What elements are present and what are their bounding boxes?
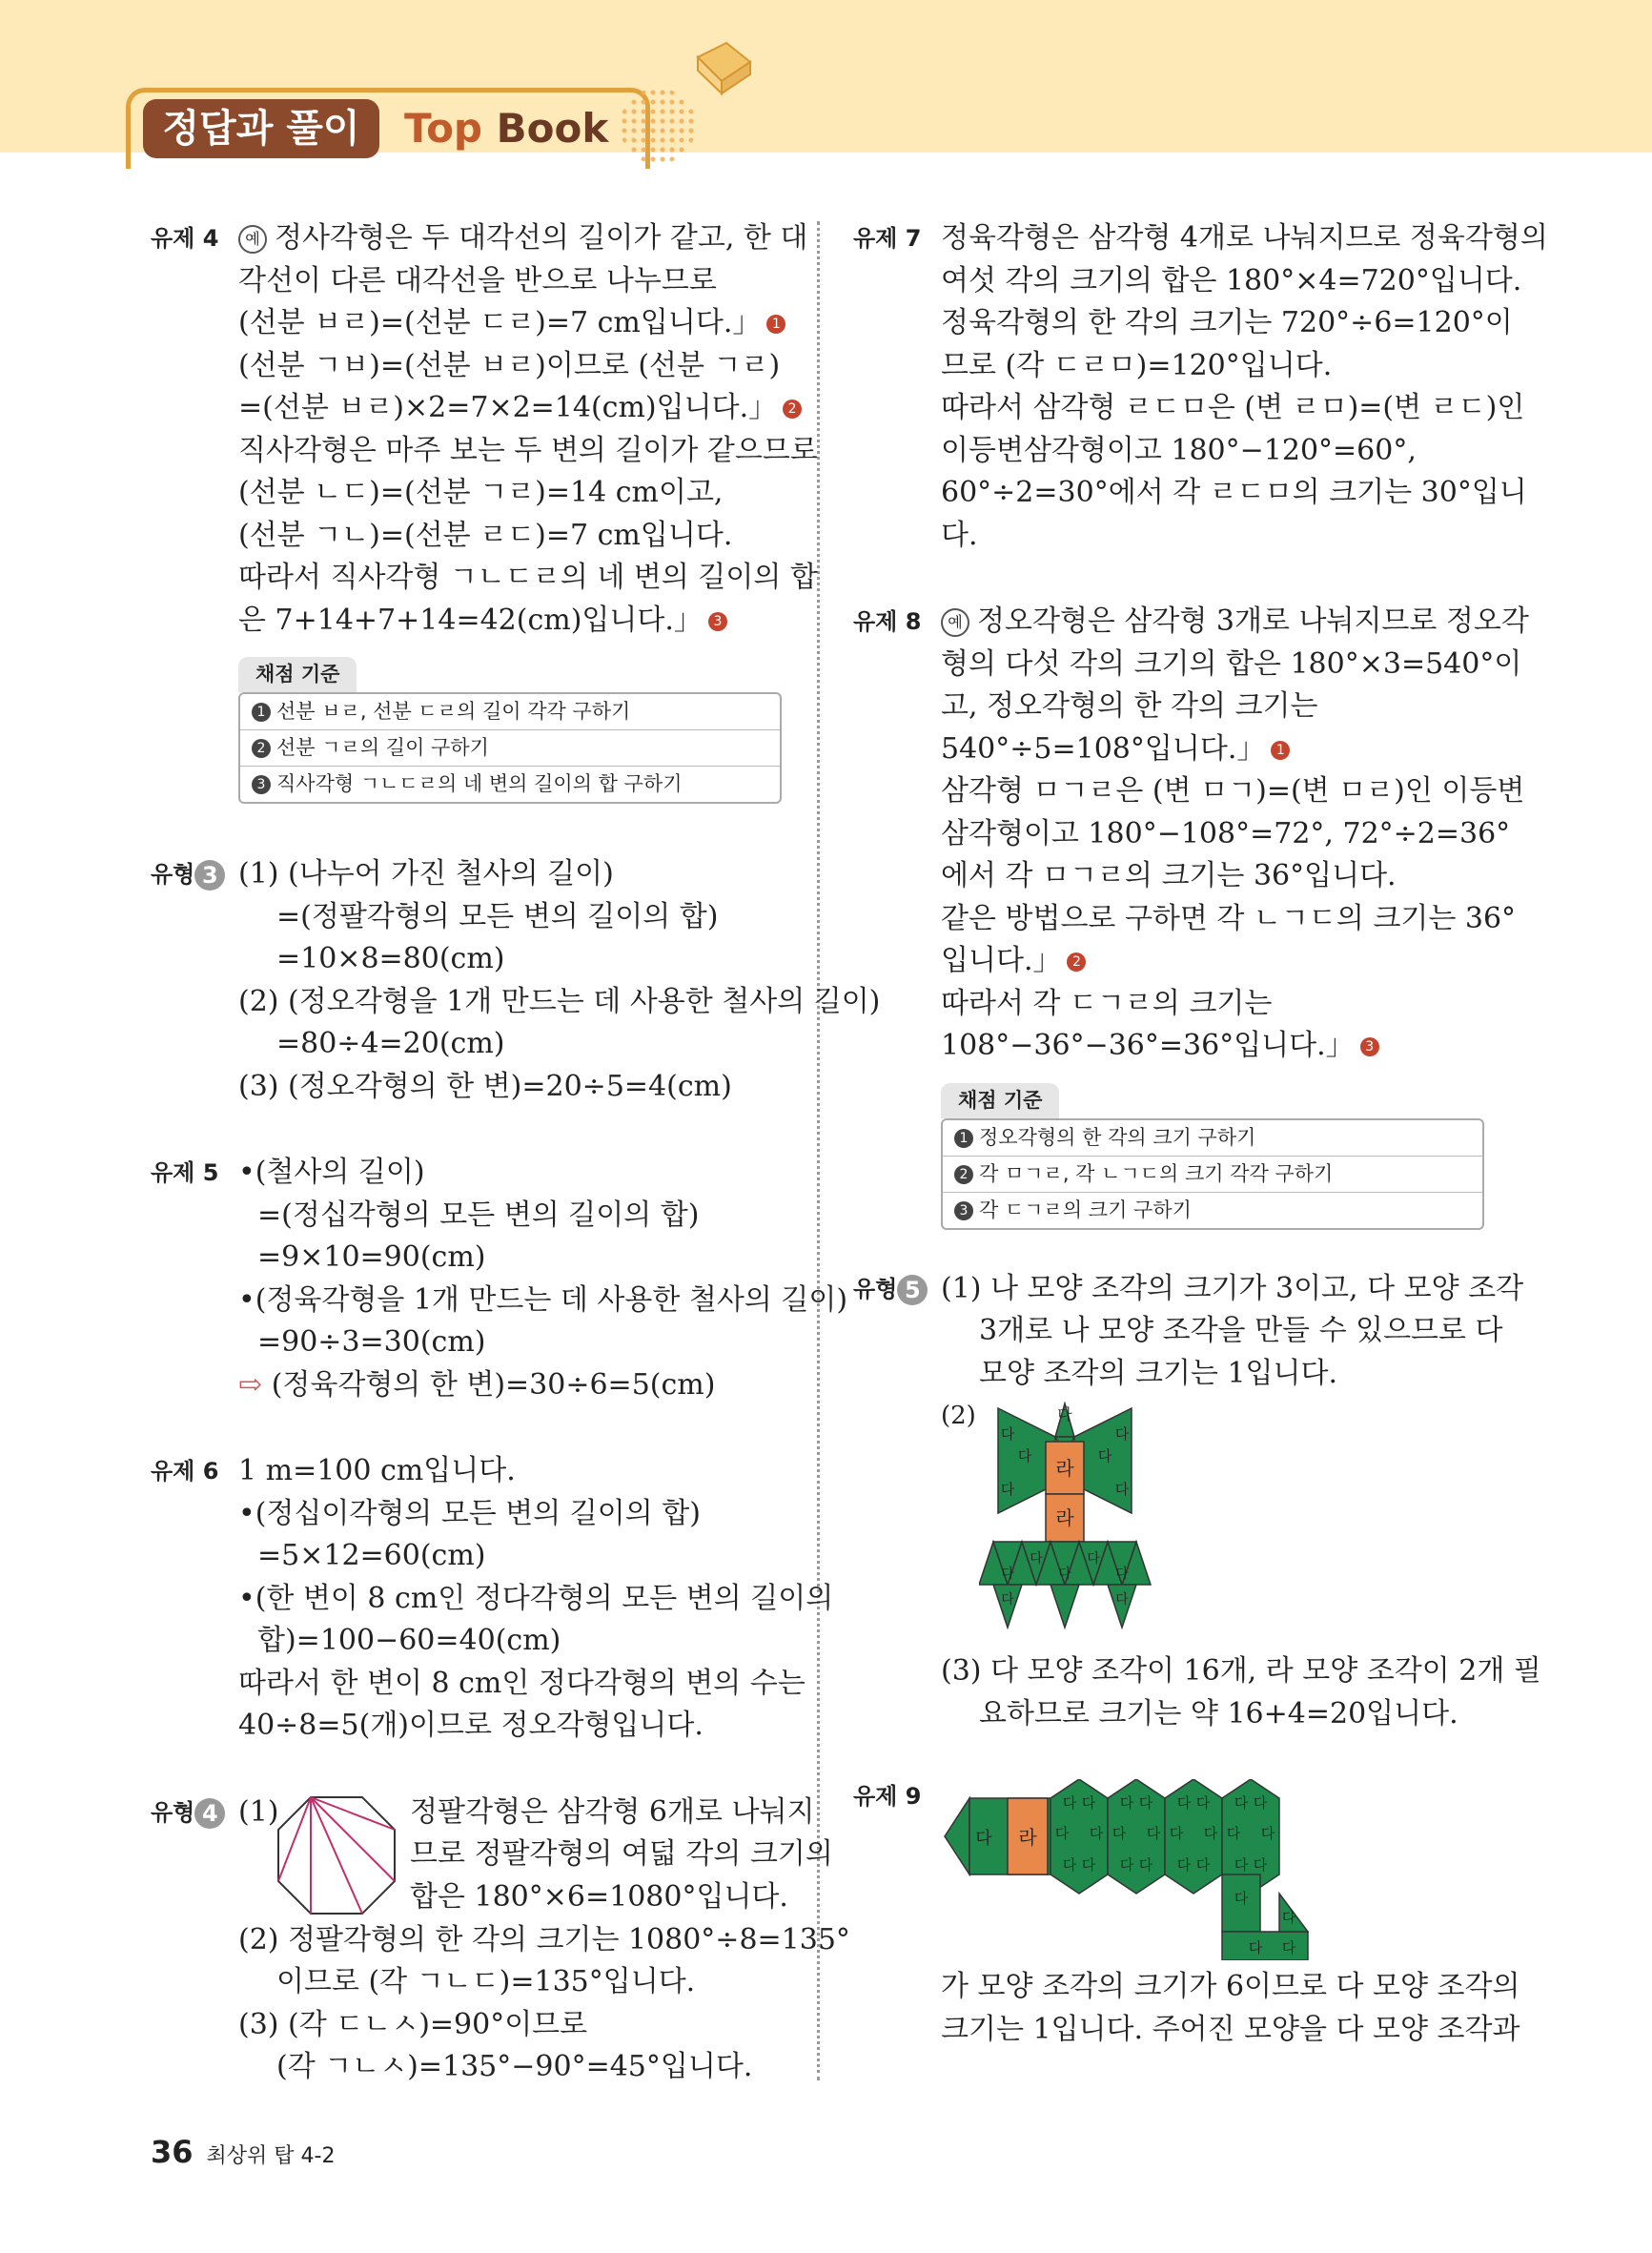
text-line: 따라서 삼각형 ㄹㄷㅁ은 (변 ㄹㅁ)=(변 ㄹㄷ)인 [941, 391, 1525, 424]
problem-label [853, 1268, 928, 1311]
book-title-top: Top [404, 105, 482, 152]
criteria-text: 각 ㄷㄱㄹ의 크기 구하기 [979, 1198, 1192, 1221]
criteria-row [240, 766, 780, 802]
mark-1: 1 [1271, 741, 1290, 760]
page-number: 36 [151, 2134, 194, 2170]
scoring-criteria [941, 1083, 1484, 1230]
text-line [238, 1364, 785, 1407]
section-title-pill: 정답과 풀이 [143, 99, 379, 158]
text: 정오각형은 삼각형 3개로 나눠지므로 정오각 [977, 604, 1529, 638]
tile-label: 다 [1119, 1794, 1134, 1812]
text-line [238, 600, 785, 643]
text-line: 합은 180°×6=1080°입니다. [410, 1879, 788, 1914]
problem-s8 [853, 601, 1529, 1230]
scoring-criteria [238, 657, 782, 804]
text-line: 정육각형의 한 각의 크기는 720°÷6=120°이 [941, 306, 1513, 339]
problem-t4 [151, 1792, 850, 2089]
text-line: 요하므로 크기는 약 16+4=20입니다. [979, 1696, 1458, 1731]
tile-piece [1050, 1585, 1079, 1628]
text: (정육각형의 한 변)=30÷6=5(cm) [271, 1367, 716, 1402]
tile-label: 다 [1062, 1856, 1077, 1874]
text-line: (2) 정팔각형의 한 각의 크기는 1080°÷8=135° [238, 1922, 850, 1956]
problem-s6 [151, 1450, 834, 1748]
criteria-text: 정오각형의 한 각의 크기 구하기 [979, 1125, 1256, 1149]
text-line: =9×10=90(cm) [257, 1240, 486, 1274]
text-line: 3개로 나 모양 조각을 만들 수 있으므로 다 [979, 1314, 1503, 1347]
label-number: 5 [897, 1275, 928, 1305]
tile-label: 다 [1253, 1794, 1268, 1812]
text-line: 크기는 1입니다. 주어진 모양을 다 모양 조각과 [941, 2012, 1520, 2046]
criteria-num: 1 [954, 1129, 973, 1148]
right-column [853, 217, 1548, 2051]
criteria-tag: 채점 기준 [941, 1083, 1059, 1118]
text-line: 합)=100−60=40(cm) [257, 1624, 561, 1657]
criteria-num: 2 [954, 1165, 973, 1184]
text: (선분 ㅂㄹ)=(선분 ㄷㄹ)=7 cm입니다.」 [238, 306, 762, 339]
part-label: (2) [941, 1402, 976, 1430]
tile-label: 다 [1119, 1856, 1134, 1874]
criteria-num: 3 [954, 1201, 973, 1220]
text-line: 고, 정오각형의 한 각의 크기는 [941, 689, 1318, 723]
book-name: 최상위 탑 4-2 [206, 2144, 336, 2168]
problem-label [151, 1792, 225, 1834]
tile-label: 다 [1176, 1794, 1192, 1812]
mark-2: 2 [1067, 952, 1086, 972]
problem-t5 [853, 1268, 1541, 1736]
text-line [238, 217, 808, 260]
text-line: 따라서 한 변이 8 cm인 정다각형의 변의 수는 [238, 1666, 806, 1700]
criteria-row [943, 1156, 1482, 1192]
text-line: 같은 방법으로 구하면 각 ㄴㄱㄷ의 크기는 36° [941, 901, 1517, 935]
text-line: 따라서 직사각형 ㄱㄴㄷㄹ의 네 변의 길이의 합 [238, 561, 818, 594]
problem-label: 유제 6 [151, 1458, 219, 1485]
tile-label: 다 [1000, 1425, 1015, 1443]
text-line: 므로 (각 ㄷㄹㅁ)=120°입니다. [941, 348, 1333, 382]
text-line: •(한 변이 8 cm인 정다각형의 모든 변의 길이의 [238, 1581, 834, 1615]
book-title-rest: Book [482, 105, 609, 152]
tile-figure [979, 1399, 1208, 1645]
figure-area [941, 1395, 1487, 1650]
text-line: 정육각형은 삼각형 4개로 나눠지므로 정육각형의 [941, 221, 1548, 255]
tile-label: 라 [1055, 1506, 1074, 1529]
criteria-text: 선분 ㅂㄹ, 선분 ㄷㄹ의 길이 각각 구하기 [276, 700, 631, 723]
criteria-text: 선분 ㄱㄹ의 길이 구하기 [276, 736, 489, 759]
tile-label: 다 [1114, 1425, 1130, 1443]
problem-label: 유제 5 [151, 1159, 219, 1186]
text-line: (3) (정오각형의 한 변)=20÷5=4(cm) [238, 1069, 732, 1103]
tile-piece [945, 1798, 969, 1874]
label-text: 유형 [151, 861, 195, 888]
text-line: (선분 ㄱㄴ)=(선분 ㄹㄷ)=7 cm입니다. [238, 518, 733, 552]
tile-label: 다 [1234, 1890, 1249, 1907]
text-line: 각선이 다른 대각선을 반으로 나누므로 [238, 263, 717, 297]
problem-s7 [853, 217, 1548, 557]
text: 정사각형은 두 대각선의 길이가 같고, 한 대 [275, 221, 808, 255]
tile-label: 다 [1226, 1825, 1241, 1842]
mark-2: 2 [783, 399, 802, 419]
text-line: 여섯 각의 크기의 합은 180°×4=720°입니다. [941, 263, 1522, 297]
arrow-icon: ⇨ [238, 1367, 263, 1402]
criteria-num: 3 [252, 775, 271, 794]
text-line: 삼각형이고 180°−108°=72°, 72°÷2=36° [941, 816, 1511, 850]
text-line: 정팔각형은 삼각형 6개로 나눠지 [410, 1794, 815, 1829]
text-line [238, 387, 797, 430]
text-line: =(정십각형의 모든 변의 길이의 합) [257, 1198, 700, 1232]
text-line: =10×8=80(cm) [276, 942, 505, 975]
snake-figure [941, 1779, 1322, 1960]
label-text: 유형 [853, 1275, 898, 1302]
tile-label: 다 [1097, 1447, 1112, 1464]
tile-label: 다 [1058, 1567, 1071, 1582]
tile-label: 다 [1114, 1481, 1130, 1498]
text-line: 60°÷2=30°에서 각 ㄹㄷㅁ의 크기는 30°입니 [941, 476, 1527, 509]
page-footer [151, 2134, 335, 2170]
tile-label: 다 [1081, 1856, 1096, 1874]
text-line: 1 m=100 cm입니다. [238, 1454, 516, 1487]
text-line: (2) (정오각형을 1개 만드는 데 사용한 철사의 길이) [238, 984, 881, 1018]
text-line: •(철사의 길이) [238, 1156, 425, 1189]
text-line: 형의 다섯 각의 크기의 합은 180°×3=540°이 [941, 646, 1522, 681]
tile-label: 다 [1195, 1856, 1211, 1874]
text: 입니다.」 [941, 944, 1062, 977]
tile-label: 다 [1281, 1909, 1296, 1926]
criteria-row [943, 1120, 1482, 1156]
text: =(선분 ㅂㄹ)×2=7×2=14(cm)입니다.」 [238, 391, 778, 424]
tile-label: 다 [1146, 1825, 1161, 1842]
text-line: =(정팔각형의 모든 변의 길이의 합) [276, 899, 719, 933]
tile-label: 다 [1017, 1447, 1032, 1464]
mark-3: 3 [1360, 1037, 1379, 1056]
tile-label: 다 [1054, 1825, 1070, 1842]
criteria-num: 1 [252, 703, 271, 722]
criteria-row [240, 694, 780, 729]
example-badge: 예 [941, 608, 969, 637]
text-line: 이므로 (각 ㄱㄴㄷ)=135°입니다. [276, 1965, 696, 1998]
text-line: 직사각형은 마주 보는 두 변의 길이가 같으므로 [238, 433, 818, 467]
tile-label: 다 [975, 1829, 992, 1849]
problem-s4 [151, 217, 818, 804]
tile-label: 다 [1030, 1551, 1043, 1567]
text-line [941, 728, 1487, 771]
text-line: (1) 나 모양 조각의 크기가 3이고, 다 모양 조각 [941, 1271, 1524, 1305]
problem-label [151, 853, 225, 896]
book-title [404, 105, 608, 152]
tile-label: 다 [1062, 1794, 1077, 1812]
text-line [941, 1025, 1487, 1068]
text-line: (3) (각 ㄷㄴㅅ)=90°이므로 [238, 2007, 588, 2041]
tile-label: 다 [1176, 1856, 1192, 1874]
tile-label: 라 [1018, 1826, 1037, 1849]
tile-label: 다 [1253, 1856, 1268, 1874]
tile-label: 다 [1115, 1567, 1129, 1582]
label-number: 4 [194, 1798, 225, 1829]
problem-s5 [151, 1152, 848, 1406]
text: 108°−36°−36°=36°입니다.」 [941, 1029, 1355, 1062]
text-line: •(정십이각형의 모든 변의 길이의 합) [238, 1496, 701, 1530]
mark-3: 3 [708, 612, 727, 631]
text-line: 므로 정팔각형의 여덟 각의 크기의 [410, 1837, 833, 1871]
tile-label: 다 [1001, 1592, 1014, 1608]
tile-label: 다 [1195, 1794, 1211, 1812]
tile-label: 다 [1115, 1592, 1129, 1608]
criteria-text: 직사각형 ㄱㄴㄷㄹ의 네 변의 길이의 합 구하기 [276, 772, 683, 795]
tile-label: 다 [1057, 1405, 1072, 1423]
tile-label: 다 [1248, 1939, 1263, 1956]
tile-label: 다 [1081, 1794, 1096, 1812]
criteria-tag: 채점 기준 [238, 657, 357, 692]
tile-label: 다 [1260, 1825, 1275, 1842]
octagon-diagram [275, 1793, 398, 1917]
criteria-row [943, 1192, 1482, 1228]
text-line: (선분 ㄱㅂ)=(선분 ㅂㄹ)이므로 (선분 ㄱㄹ) [238, 348, 781, 382]
text-line: 가 모양 조각의 크기가 6이므로 다 모양 조각의 [941, 1970, 1520, 2003]
text-line: 삼각형 ㅁㄱㄹ은 (변 ㅁㄱ)=(변 ㅁㄹ)인 이등변 [941, 774, 1525, 808]
tile-label: 다 [1234, 1856, 1249, 1874]
text-line: 따라서 각 ㄷㄱㄹ의 크기는 [941, 986, 1273, 1020]
criteria-row [240, 729, 780, 766]
tile-label: 다 [1169, 1825, 1184, 1842]
tile-label: 다 [1281, 1939, 1296, 1956]
tile-label: 라 [1055, 1457, 1074, 1480]
example-badge: 예 [238, 225, 267, 254]
text-line: =80÷4=20(cm) [276, 1027, 505, 1060]
mark-1: 1 [766, 315, 785, 334]
problem-t3 [151, 853, 881, 1108]
label-number: 3 [194, 860, 225, 891]
left-column [151, 217, 881, 2089]
text-line: 다. [941, 518, 978, 552]
tile-label: 다 [1138, 1794, 1153, 1812]
problem-label: 유제 9 [853, 1783, 922, 1810]
text-line: 에서 각 ㅁㄱㄹ의 크기는 36°입니다. [941, 859, 1397, 892]
criteria-text: 각 ㅁㄱㄹ, 각 ㄴㄱㄷ의 크기 각각 구하기 [979, 1161, 1334, 1185]
text-line [238, 302, 785, 345]
label-text: 유형 [151, 1798, 195, 1826]
text-line: =90÷3=30(cm) [257, 1325, 486, 1359]
text-line: (선분 ㄴㄷ)=(선분 ㄱㄹ)=14 cm이고, [238, 476, 724, 509]
text-line: (각 ㄱㄴㅅ)=135°−90°=45°입니다. [276, 2050, 753, 2083]
criteria-num: 2 [252, 739, 271, 758]
text-line: 모양 조각의 크기는 1입니다. [979, 1356, 1338, 1390]
text-line [941, 940, 1487, 983]
tile-label: 다 [1112, 1825, 1127, 1842]
tile-label: 다 [1138, 1856, 1153, 1874]
tile-label: 다 [1087, 1551, 1100, 1567]
figure-area [941, 1775, 1487, 1966]
problem-s9 [853, 1775, 1520, 2051]
text-line [941, 601, 1529, 644]
header-dots [620, 88, 696, 164]
cube-icon [688, 38, 755, 95]
text-line: 40÷8=5(개)이므로 정오각형입니다. [238, 1709, 704, 1742]
tile-label: 다 [1089, 1825, 1104, 1842]
part-label: (1) [238, 1794, 279, 1829]
tile-label: 다 [1203, 1825, 1218, 1842]
text-line: 이등변삼각형이고 180°−120°=60°, [941, 433, 1417, 467]
text: 540°÷5=108°입니다.」 [941, 731, 1266, 766]
tile-label: 다 [1234, 1794, 1249, 1812]
text: 은 7+14+7+14=42(cm)입니다.」 [238, 603, 703, 637]
text-line: =5×12=60(cm) [257, 1539, 486, 1572]
problem-label: 유제 7 [853, 225, 922, 252]
tile-label: 다 [1001, 1567, 1014, 1582]
problem-label: 유제 8 [853, 608, 922, 635]
tile-label: 다 [1000, 1481, 1015, 1498]
text-line: (1) (나누어 가진 철사의 길이) [238, 857, 614, 891]
text-line: •(정육각형을 1개 만드는 데 사용한 철사의 길이) [238, 1282, 848, 1317]
problem-label: 유제 4 [151, 225, 219, 252]
text-line: (3) 다 모양 조각이 16개, 라 모양 조각이 2개 필 [941, 1654, 1541, 1688]
